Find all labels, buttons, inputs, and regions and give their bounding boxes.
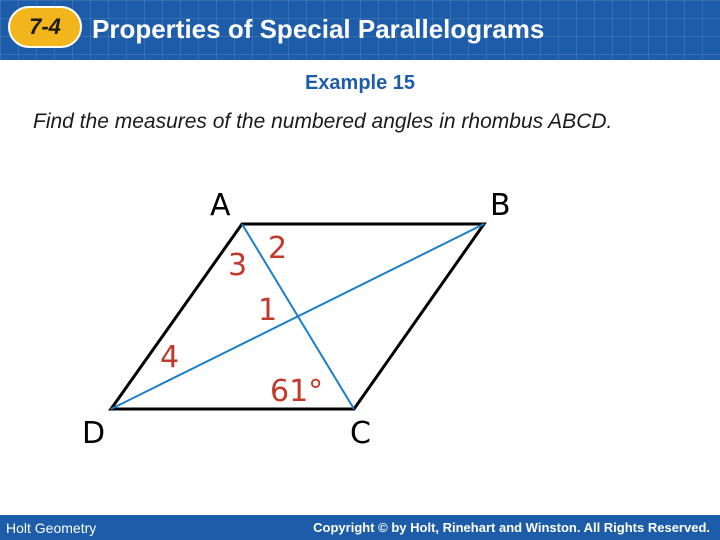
angle-3-label: 3 [228,248,248,283]
angle-2-label: 2 [268,231,288,266]
vertex-c-label: C [350,416,371,451]
slide-title: Properties of Special Parallelograms [92,14,545,44]
angle-1-label: 1 [258,293,278,328]
footer-course: Holt Geometry [6,520,97,536]
angle-4-label: 4 [160,340,180,375]
vertex-d-label: D [82,416,106,451]
section-number: 7-4 [29,14,61,39]
given-angle-label: 61° [270,374,324,409]
problem-prompt: Find the measures of the numbered angles in rhombus ABCD. [33,110,613,133]
example-heading: Example 15 [304,72,416,94]
footer-bar [0,515,720,540]
vertex-a-label: A [210,188,231,223]
vertex-b-label: B [490,188,511,223]
footer-copyright: Copyright © by Holt, Rinehart and Winston. All Rights Reserved. [313,520,710,535]
